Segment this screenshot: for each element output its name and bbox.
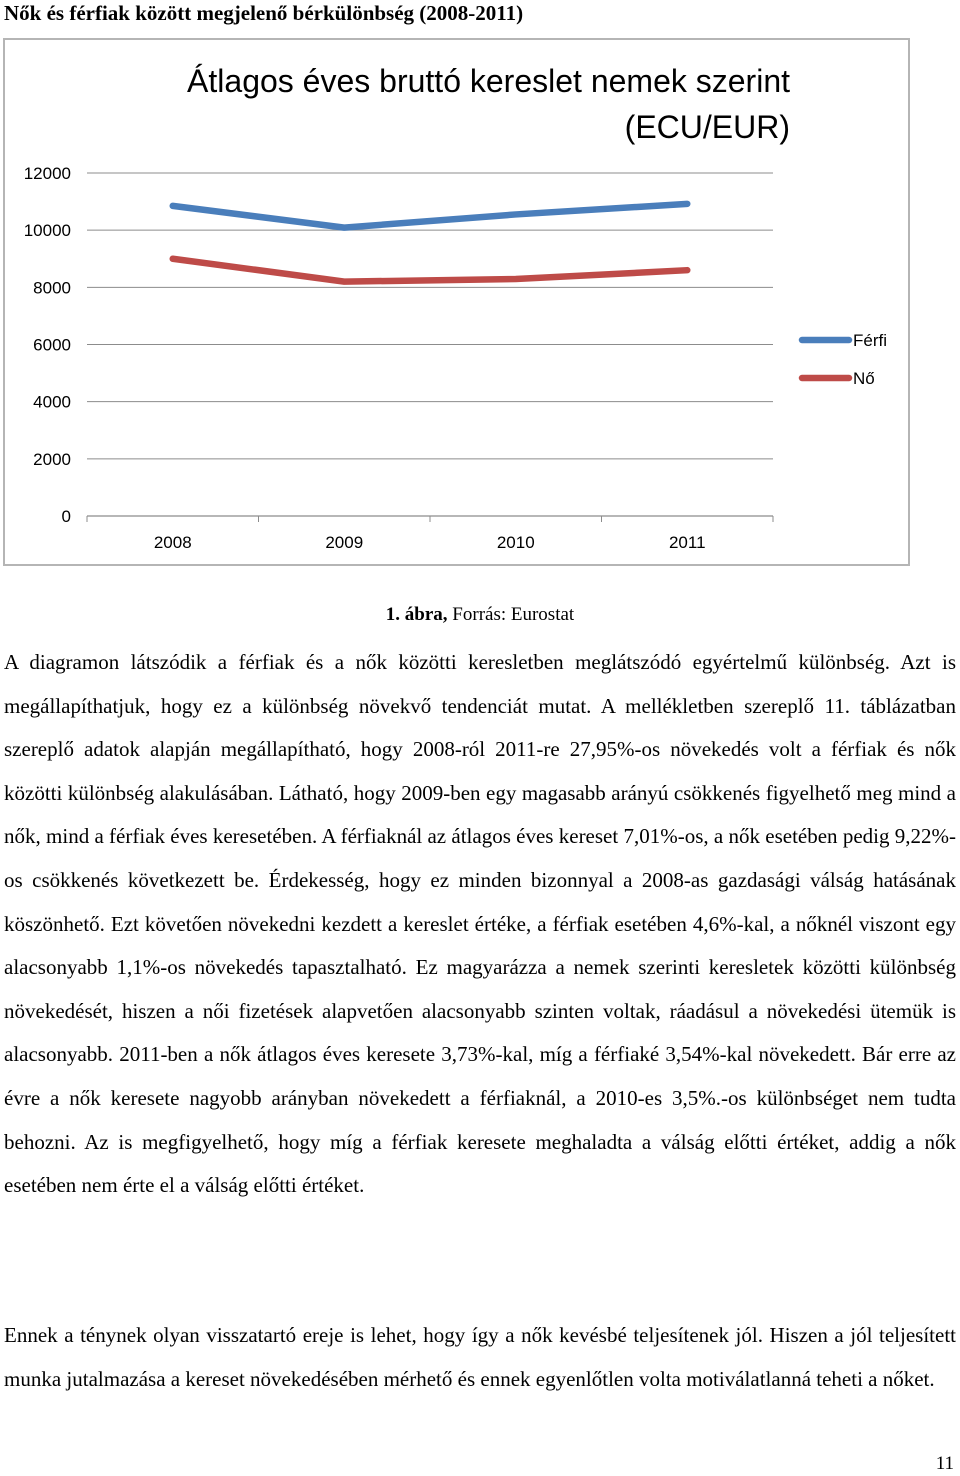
y-tick-label: 8000	[33, 278, 71, 298]
y-tick-label: 0	[61, 507, 71, 526]
section-heading: Nők és férfiak között megjelenő bérkülönbség (2008-2011)	[4, 1, 524, 25]
y-tick-label: 2000	[33, 449, 71, 469]
body-paragraph-2: Ennek a ténynek olyan visszatartó ereje is lehet, hogy így a nők kevésbé teljesítenek jól. Hiszen a jól teljesített munka jutalmazása a kereset növekedésében mérhető és ennek egyenlőtlen volta motiválatlanná teheti a nőket.	[4, 1323, 956, 1391]
x-tick-label: 2010	[496, 533, 535, 552]
chart-frame	[3, 38, 910, 566]
series-line-no	[173, 259, 688, 282]
x-tick-label: 2008	[153, 533, 192, 552]
figure-caption	[0, 603, 960, 627]
series-line-ferfi	[173, 204, 688, 228]
chart-title-line2: (ECU/EUR)	[624, 109, 790, 145]
page-number: 11	[935, 1453, 954, 1474]
y-tick-label: 10000	[23, 221, 71, 241]
figure-caption-number: 1. ábra,	[385, 604, 448, 625]
x-tick-label: 2009	[325, 533, 364, 552]
figure-caption-source: Forrás: Eurostat	[447, 604, 575, 625]
body-paragraph-1: A diagramon látszódik a férfiak és a nők közötti keresletben meglátszódó egyértelmű különbség. Azt is megállapíthatjuk, hogy ez a különbség növekvő tendenciát mutat. A mellékletben szereplő 11. táblázatban szereplő adatok alapján megállapítható, hogy 2008-ról 2011-re 27,95%-os növekedés volt a férfiak és nők közötti különbség alakulásában. Látható, hogy 2009-ben egy magasabb arányú csökkenés figyelhető meg mind a nők, mind a férfiak éves keresetében. A férfiaknál az átlagos éves kereset 7,01%-os, a nők esetében pedig 9,22%-os csökkenés következett be. Érdekesség, hogy ez minden bizonnyal a 2008-as gazdasági válság hatásának köszönhető. Ezt követően növekedni kezdett a kereslet értéke, a férfiak esetében 4,6%-kal, a nőknél viszont egy alacsonyabb 1,1%-os növekedés tapasztalható. Ez magyarázza a nemek szerinti keresletek közötti különbség növekedését, hiszen a női fizetések alapvetően alacsonyabb szinten voltak, ráadásul a növekedési ütemük is alacsonyabb. 2011-ben a nők átlagos éves keresete 3,73%-kal, míg a férfiaké 3,54%-kal növekedett. Bár erre az évre a nők keresete nagyobb arányban növekedett a férfiaknál, a 2010-es 3,5%.-os különbséget nem tudta behozni. Az is megfigyelhető, hogy míg a férfiak keresete meghaladta a válság előtti értéket, addig a nők esetében nem érte el a válság előtti értéket.	[4, 650, 956, 1198]
legend-label: Nő	[853, 369, 875, 388]
chart-title-line1: Átlagos éves bruttó kereslet nemek szerint	[187, 63, 790, 99]
y-tick-label: 6000	[33, 335, 71, 355]
x-tick-label: 2011	[668, 533, 706, 552]
y-tick-label: 4000	[33, 392, 71, 412]
y-tick-label: 12000	[23, 164, 71, 183]
legend-label: Férfi	[853, 331, 887, 350]
line-chart	[5, 40, 908, 564]
